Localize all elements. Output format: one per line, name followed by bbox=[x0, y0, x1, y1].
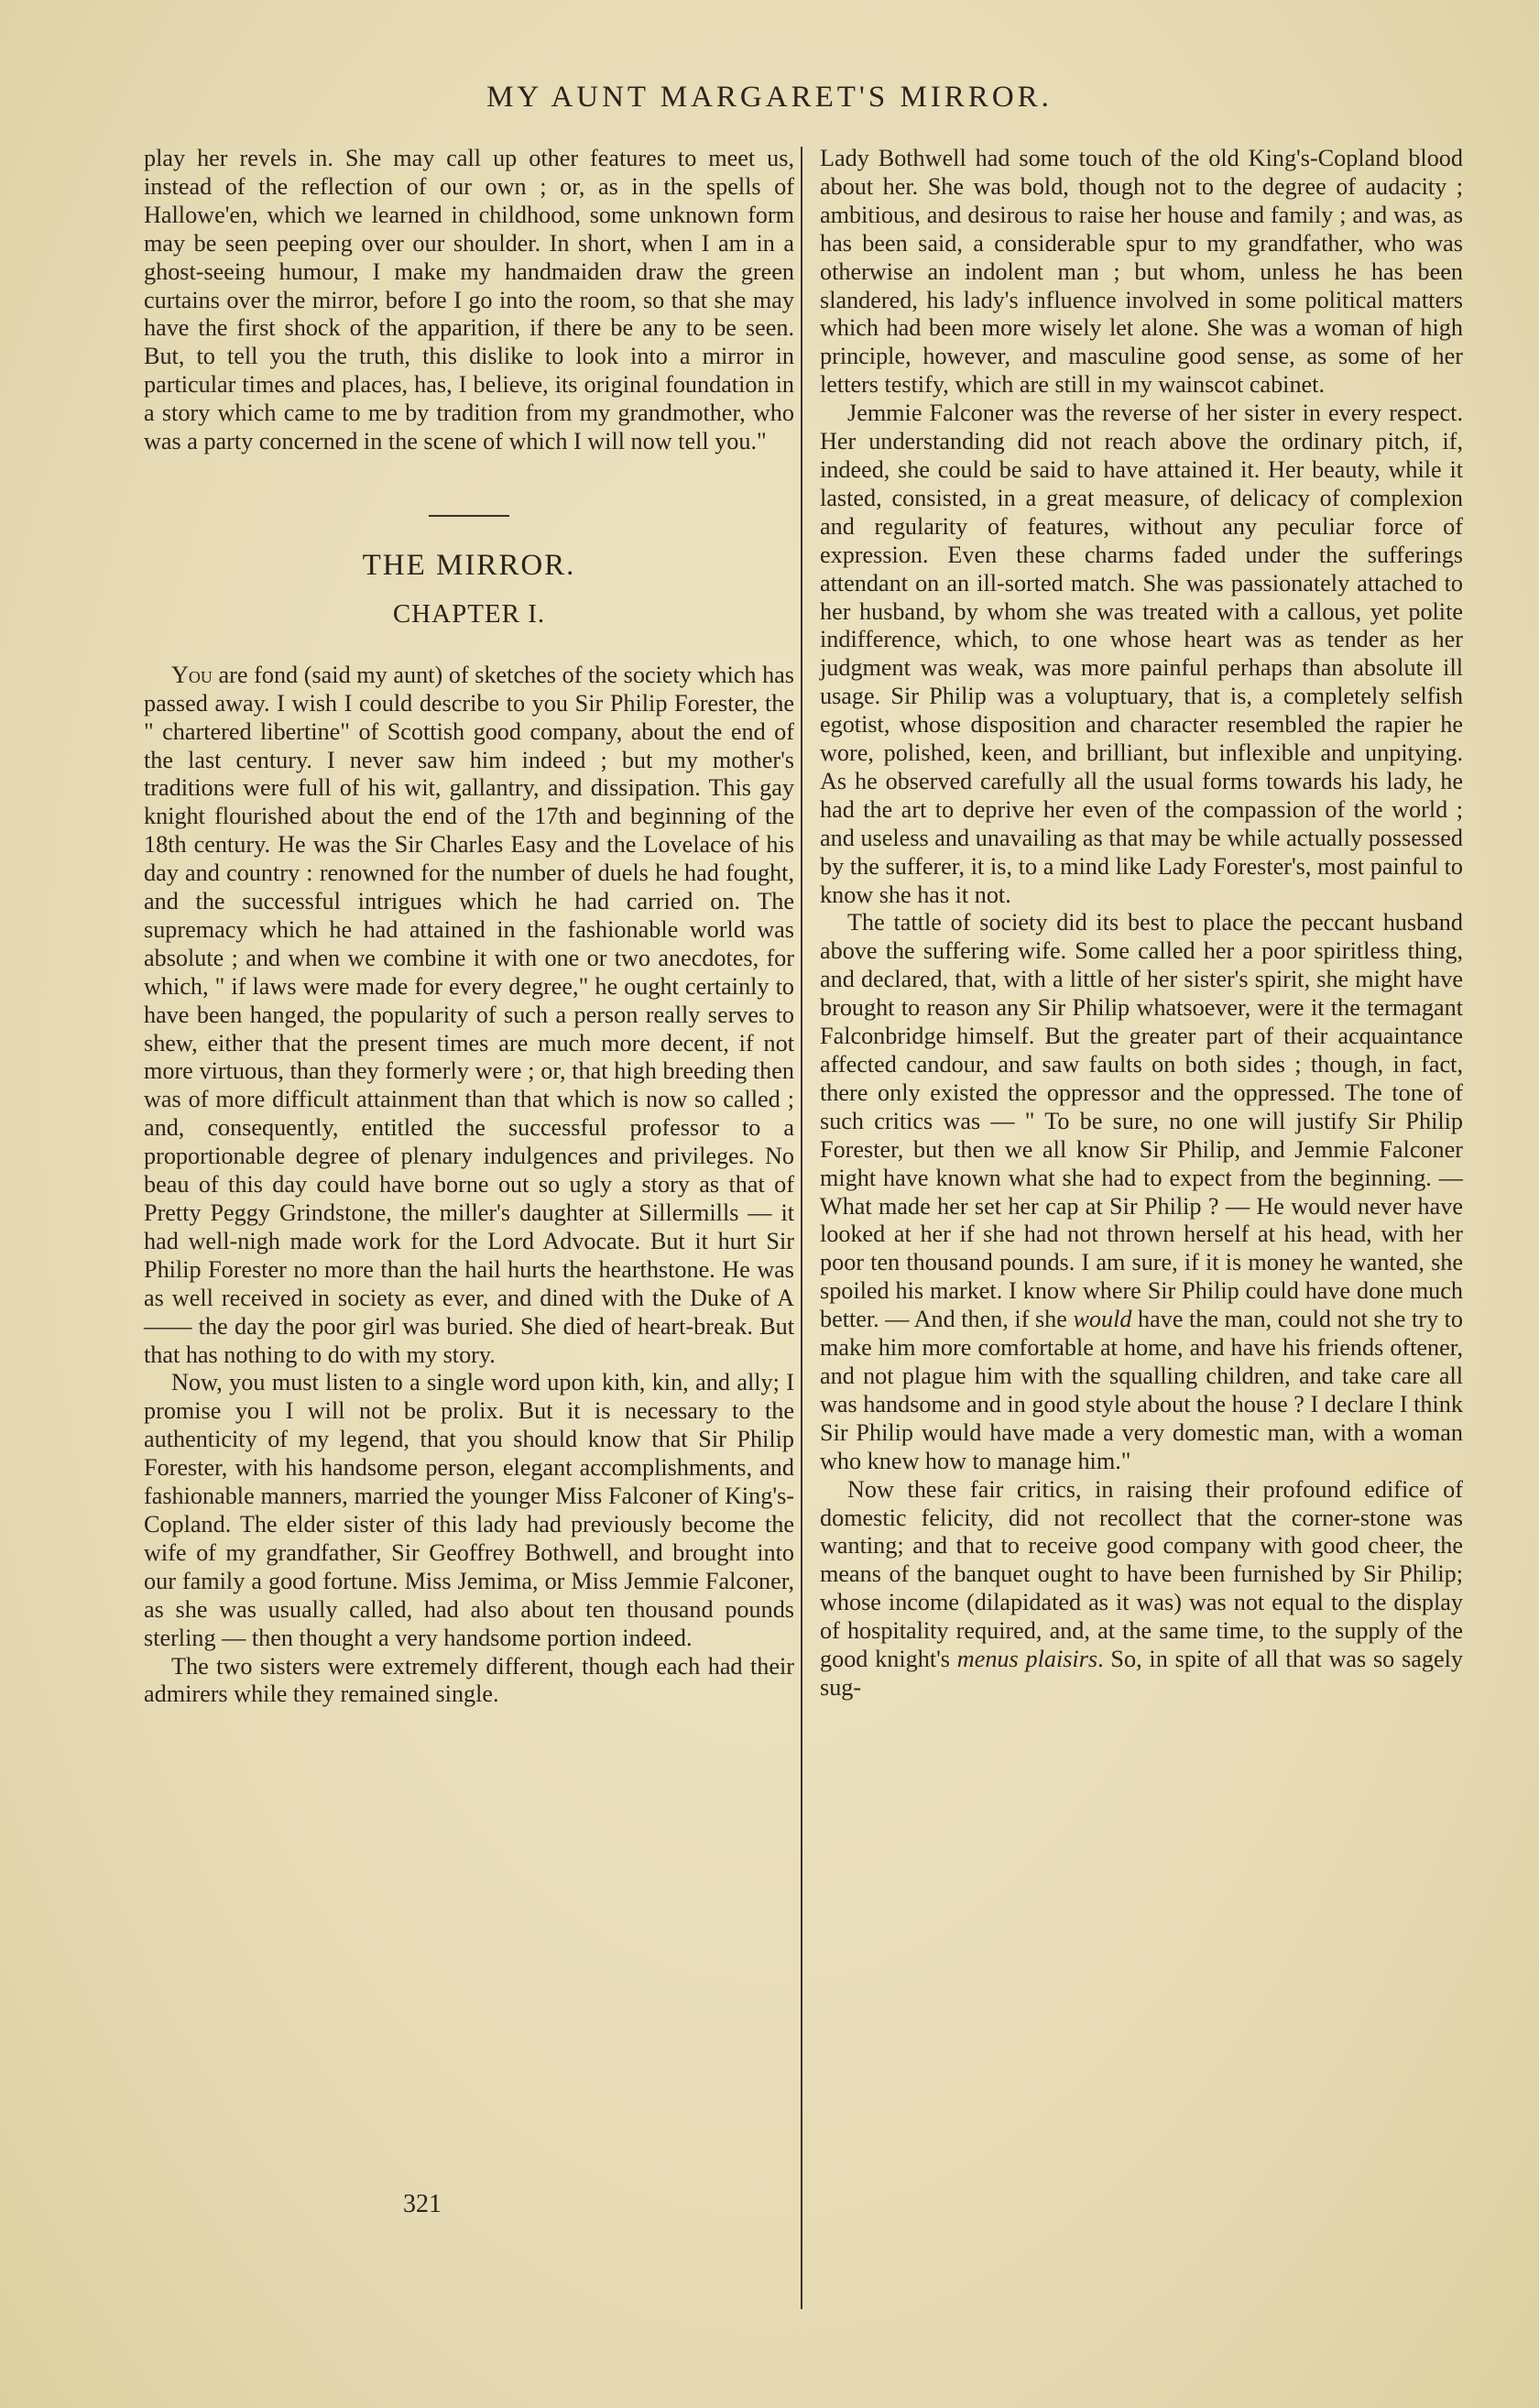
paragraph-text: . So, in spite of all that was so sagely sug- bbox=[820, 1646, 1463, 1701]
paragraph-text: Now these fair critics, in raising their profound edifice of domestic felicity, did not recollect that the corner-stone was wanting; and that to receive good company with good cheer, the means of the banquet ought to have been furnished by Sir Philip; whose income (dilapidated as it was) was not equal to the display of hospitality required, and, at the same time, to the supply of the good knight's bbox=[820, 1475, 1463, 1673]
emphasis: would bbox=[1073, 1306, 1132, 1333]
intro-paragraph: play her revels in. She may call up other features to meet us, instead of the reflection of our own ; or, as in the spells of Hallowe'en, which we learned in childhood, some unknown form may be seen peeping over our shoulder. In short, when I am in a ghost-seeing humour, I make my handmaiden draw the green curtains over the mirror, before I go into the room, so that she may have the first shock of the apparition, if there be any to be seen. But, to tell you the truth, this dislike to look into a mirror in particular times and places, has, I believe, its original foundation in a story which came to me by tradition from my grandmother, who was a party concerned in the scene of which I will now tell you." bbox=[144, 145, 794, 455]
page-number: 321 bbox=[403, 2190, 442, 2218]
paragraph bbox=[820, 909, 1463, 1475]
paragraph-initial: You bbox=[171, 661, 213, 688]
paragraph: Lady Bothwell had some touch of the old King's-Copland blood about her. She was bold, though not to the degree of audacity ; ambitious, and desirous to raise her house and family ; and was, as has been said, a considerable spur to my grandfather, who was otherwise an indolent man ; but whom, unless he has been slandered, his lady's influence involved in some political matters which had been more wisely let alone. She was a woman of high principle, however, and masculine good sense, as some of her letters testify, which are still in my wainscot cabinet. bbox=[820, 145, 1463, 399]
section-divider bbox=[429, 515, 509, 517]
column-rule bbox=[801, 147, 802, 2309]
paragraph: The two sisters were extremely different, though each had their admirers while they remained single. bbox=[144, 1652, 794, 1708]
chapter-title: CHAPTER I. bbox=[392, 598, 546, 629]
paragraph: Jemmie Falconer was the reverse of her sister in every respect. Her understanding did not reach above the ordinary pitch, if, indeed, she could be said to have attained it. Her beauty, while it lasted, consisted, in a great measure, of delicacy of complexion and regularity of features, without any peculiar force of expression. Even these charms faded under the sufferings attendant on an ill-sorted match. She was passionately attached to her husband, by whom she was treated with a callous, yet polite indifference, which, to one whose heart was as tender as her judgment was weak, was more painful perhaps than absolute ill usage. Sir Philip was a voluptuary, that is, a completely selfish egotist, whose disposition and character resembled the rapier he wore, polished, keen, and brilliant, but inflexible and unpitying. As he observed carefully all the usual forms towards his lady, he had the art to deprive her even of the compassion of the world ; and useless and unavailing as that may be while actually possessed by the sufferer, it is, to a mind like Lady Forester's, most painful to know she has it not. bbox=[820, 400, 1463, 908]
running-title: MY AUNT MARGARET'S MIRROR. bbox=[486, 81, 1053, 114]
left-column bbox=[144, 145, 794, 1709]
paragraph-text: have the man, could not she try to make him more comfortable at home, and have his friends oftener, and not plague him with the squalling children, and take care all was handsome and in good style about the house ? I declare I think Sir Philip would have made a very domestic man, with a woman who knew how to manage him." bbox=[820, 1306, 1463, 1474]
paragraph-text: are fond (said my aunt) of sketches of the society which has passed away. I wish I could describe to you Sir Philip Forester, the " chartered libertine" of Scottish good company, about the end of the last century. I never saw him indeed ; but my mother's traditions were full of his wit, gallantry, and dissipation. This gay knight flourished about the end of the 17th and beginning of the 18th century. He was the Sir Charles Easy and the Lovelace of his day and country : renowned for the number of duels he had fought, and the successful intrigues which he had carried on. The supremacy which he had attained in the fashionable world was absolute ; and when we combine it with one or two anecdotes, for which, " if laws were made for every degree," he ought certainly to have been hanged, the popularity of such a person really serves to shew, either that the present times are much more decent, if not more virtuous, than they formerly were ; or, that high breeding then was of more difficult attainment than that which is now so called ; and, consequently, entitled the successful professor to a proportionable degree of plenary indulgences and privileges. No beau of this day could have borne out so ugly a story as that of Pretty Peggy Grindstone, the miller's daughter at Sillermills — it had well-nigh made work for the Lord Advocate. But it hurt Sir Philip Forester no more than the hail hurts the hearthstone. He was as well received in society as ever, and dined with the Duke of A—— the day the poor girl was buried. She died of heart-break. But that has nothing to do with my story. bbox=[144, 661, 794, 1368]
section-title: THE MIRROR. bbox=[362, 548, 576, 582]
paragraph-text: The tattle of society did its best to place the peccant husband above the suffering wife. Some called her a poor spiritless thing, and declared, that, with a little of her sister's spirit, she might have brought to reason any Sir Philip whatsoever, were it the termagant Falconbridge himself. But the greater part of their acquaintance affected candour, and saw faults on both sides ; though, in fact, there only existed the oppressor and the oppressed. The tone of such critics was — " To be sure, no one will justify Sir Philip Forester, but then we all know Sir Philip, and Jemmie Falconer might have known what she had to expect from the beginning. — What made her set her cap at Sir Philip ? — He would never have looked at her if she had not thrown herself at his head, with her poor ten thousand pounds. I am sure, if it is money he wanted, she spoiled his market. I know where Sir Philip could have done much better. — And then, if she bbox=[820, 909, 1463, 1333]
paragraph bbox=[144, 662, 794, 1370]
paragraph bbox=[820, 1476, 1463, 1702]
right-column bbox=[820, 145, 1463, 1702]
paragraph: Now, you must listen to a single word upon kith, kin, and ally; I promise you I will not be prolix. But it is necessary to the authenticity of my legend, that you should know that Sir Philip Forester, with his handsome person, elegant accomplishments, and fashionable manners, married the younger Miss Falconer of King's-Copland. The elder sister of this lady had previously become the wife of my grandfather, Sir Geoffrey Bothwell, and brought into our family a good fortune. Miss Jemima, or Miss Jemmie Falconer, as she was usually called, had also about ten thousand pounds sterling — then thought a very handsome portion indeed. bbox=[144, 1369, 794, 1651]
emphasis: menus plaisirs bbox=[956, 1646, 1098, 1673]
